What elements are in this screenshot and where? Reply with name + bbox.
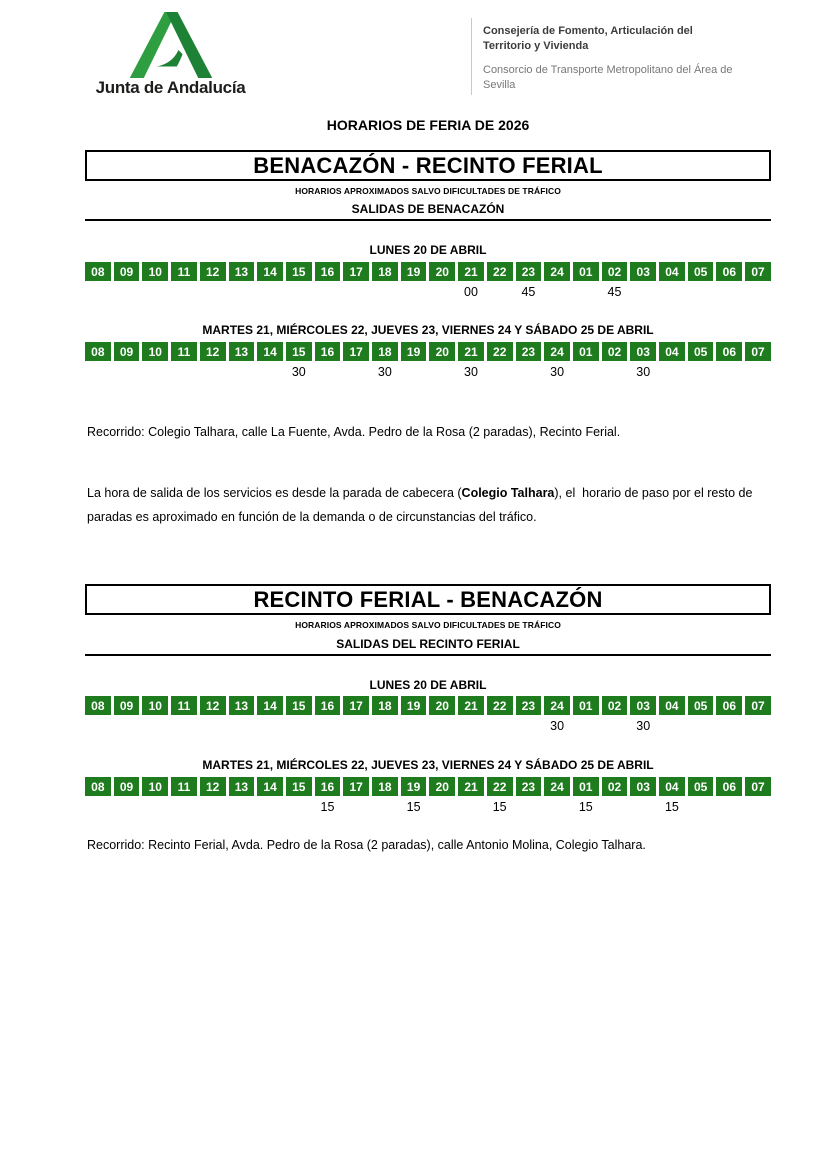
hour-cell: 10 <box>142 777 168 796</box>
hour-cell: 23 <box>516 262 542 281</box>
hour-cell: 16 <box>315 777 341 796</box>
hour-cell: 09 <box>114 777 140 796</box>
hour-cell: 04 <box>659 696 685 715</box>
minute-cell <box>487 364 513 380</box>
minute-cell <box>401 718 427 734</box>
hour-cell: 07 <box>745 342 771 361</box>
section-heading-benacazon-recinto: BENACAZÓN - RECINTO FERIAL <box>85 150 771 181</box>
hour-cell: 18 <box>372 696 398 715</box>
consorcio-name: Consorcio de Transporte Metropolitano del Área de Sevilla <box>483 64 733 91</box>
minute-cell <box>716 364 742 380</box>
minute-cell: 45 <box>607 285 622 299</box>
junta-de-andalucia-logo-icon <box>126 12 216 78</box>
minute-cell <box>745 284 771 300</box>
hour-cell: 18 <box>372 262 398 281</box>
hour-cell: 16 <box>315 342 341 361</box>
minute-cell: 15 <box>664 800 679 814</box>
minute-cell <box>573 284 599 300</box>
hour-cell: 13 <box>229 262 255 281</box>
hour-cell: 15 <box>286 262 312 281</box>
route-description: Recorrido: Recinto Ferial, Avda. Pedro de la Rosa (2 paradas), calle Antonio Molina, Colegio Talhara. <box>87 838 646 852</box>
minute-cell <box>200 284 226 300</box>
minute-cell <box>688 284 714 300</box>
day-label-martes-sabado: MARTES 21, MIÉRCOLES 22, JUEVES 23, VIERNES 24 Y SÁBADO 25 DE ABRIL <box>202 758 654 772</box>
hour-cell: 16 <box>315 696 341 715</box>
minute-cell <box>401 284 427 300</box>
minutes-row <box>85 364 771 380</box>
hour-cell: 21 <box>458 777 484 796</box>
note-text-post: ), el horario de paso por el resto de paradas es aproximado en función de la demanda o de circunstancias del tráfico. <box>87 486 756 524</box>
minute-cell <box>429 364 455 380</box>
minute-cell: 30 <box>377 365 392 379</box>
minute-cell <box>544 284 570 300</box>
hour-cell: 20 <box>429 262 455 281</box>
hour-cell: 01 <box>573 342 599 361</box>
hour-cell: 04 <box>659 342 685 361</box>
note-text-bold-stop: Colegio Talhara <box>461 486 555 500</box>
hour-cell: 20 <box>429 696 455 715</box>
minute-cell <box>573 364 599 380</box>
organization-block <box>483 24 741 93</box>
minute-cell <box>659 718 685 734</box>
minute-cell: 30 <box>464 365 478 379</box>
hour-cell: 01 <box>573 262 599 281</box>
minute-cell <box>630 284 656 300</box>
minute-cell <box>257 364 283 380</box>
hour-cell: 13 <box>229 342 255 361</box>
minute-cell <box>602 364 628 380</box>
hour-cell: 05 <box>688 342 714 361</box>
hour-cell: 03 <box>630 696 656 715</box>
minutes-row <box>85 799 771 815</box>
hour-cell: 06 <box>716 342 742 361</box>
hour-cell: 07 <box>745 696 771 715</box>
hour-cell: 05 <box>688 777 714 796</box>
hour-cell: 08 <box>85 342 111 361</box>
minute-cell <box>286 284 312 300</box>
hour-cell: 12 <box>200 777 226 796</box>
hour-cell: 15 <box>286 696 312 715</box>
hour-cell: 11 <box>171 342 197 361</box>
minute-cell <box>630 799 656 815</box>
minute-cell <box>516 799 542 815</box>
hour-cell: 09 <box>114 262 140 281</box>
hour-cell: 14 <box>257 262 283 281</box>
hour-cell: 03 <box>630 777 656 796</box>
hour-cell: 01 <box>573 696 599 715</box>
minute-cell <box>544 799 570 815</box>
minute-cell <box>114 364 140 380</box>
minute-cell: 15 <box>492 800 507 814</box>
hour-cell: 15 <box>286 777 312 796</box>
traffic-disclaimer: HORARIOS APROXIMADOS SALVO DIFICULTADES DE TRÁFICO <box>295 186 561 196</box>
hour-cell: 17 <box>343 696 369 715</box>
minute-cell <box>343 799 369 815</box>
hour-cell: 08 <box>85 777 111 796</box>
hour-cell: 24 <box>544 342 570 361</box>
minute-cell <box>85 284 111 300</box>
minute-cell <box>487 718 513 734</box>
minute-cell: 15 <box>320 800 335 814</box>
hour-cell: 06 <box>716 777 742 796</box>
hour-cell: 07 <box>745 777 771 796</box>
departures-title: SALIDAS DEL RECINTO FERIAL <box>336 637 520 651</box>
hour-cell: 21 <box>458 262 484 281</box>
hour-cell: 12 <box>200 696 226 715</box>
minute-cell <box>85 718 111 734</box>
hour-cell: 22 <box>487 696 513 715</box>
horizontal-rule <box>85 219 771 221</box>
minute-cell <box>315 718 341 734</box>
day-label-lunes: LUNES 20 DE ABRIL <box>369 678 487 692</box>
minute-cell <box>286 799 312 815</box>
minute-cell <box>114 799 140 815</box>
hour-cell: 12 <box>200 342 226 361</box>
minute-cell <box>85 364 111 380</box>
hour-cell: 22 <box>487 262 513 281</box>
minute-cell <box>200 718 226 734</box>
hour-cell: 14 <box>257 696 283 715</box>
hour-cell: 08 <box>85 696 111 715</box>
hour-cell: 17 <box>343 262 369 281</box>
minute-cell <box>372 799 398 815</box>
day-label-lunes: LUNES 20 DE ABRIL <box>369 243 487 257</box>
minute-cell <box>516 364 542 380</box>
minute-cell <box>602 799 628 815</box>
minute-cell <box>142 284 168 300</box>
hour-cell: 03 <box>630 262 656 281</box>
hour-cell: 09 <box>114 342 140 361</box>
minute-cell <box>200 364 226 380</box>
minute-cell: 30 <box>636 365 651 379</box>
minute-cell: 15 <box>578 800 593 814</box>
minute-cell <box>171 718 197 734</box>
minute-cell <box>229 284 255 300</box>
minute-cell <box>343 284 369 300</box>
minute-cell <box>716 718 742 734</box>
minute-cell <box>745 799 771 815</box>
minute-cell <box>343 364 369 380</box>
minute-cell <box>114 718 140 734</box>
minute-cell: 45 <box>521 285 536 299</box>
hour-cell: 11 <box>171 262 197 281</box>
hour-cell: 13 <box>229 696 255 715</box>
hour-cell: 02 <box>602 777 628 796</box>
section-heading-recinto-benacazon: RECINTO FERIAL - BENACAZÓN <box>85 584 771 615</box>
hour-cell: 23 <box>516 777 542 796</box>
hours-header-row <box>85 262 771 281</box>
minutes-row <box>85 284 771 300</box>
minute-cell <box>429 718 455 734</box>
minute-cell <box>429 284 455 300</box>
hour-cell: 02 <box>602 262 628 281</box>
minute-cell <box>257 718 283 734</box>
hour-cell: 19 <box>401 262 427 281</box>
hour-cell: 23 <box>516 342 542 361</box>
hour-cell: 03 <box>630 342 656 361</box>
hour-cell: 10 <box>142 342 168 361</box>
minute-cell <box>372 284 398 300</box>
junta-logo-wordmark: Junta de Andalucía <box>95 78 246 97</box>
hour-cell: 19 <box>401 777 427 796</box>
note-text-pre: La hora de salida de los servicios es desde la parada de cabecera ( <box>87 486 462 500</box>
hour-cell: 22 <box>487 777 513 796</box>
minute-cell <box>688 364 714 380</box>
minute-cell <box>142 799 168 815</box>
horizontal-rule <box>85 654 771 656</box>
hour-cell: 20 <box>429 342 455 361</box>
hour-cell: 17 <box>343 342 369 361</box>
minute-cell <box>602 718 628 734</box>
minute-cell <box>229 718 255 734</box>
minute-cell <box>171 799 197 815</box>
minute-cell: 30 <box>550 365 565 379</box>
minute-cell: 30 <box>291 365 306 379</box>
hour-cell: 12 <box>200 262 226 281</box>
minute-cell <box>688 799 714 815</box>
minute-cell <box>229 364 255 380</box>
hour-cell: 24 <box>544 696 570 715</box>
hour-cell: 14 <box>257 342 283 361</box>
minute-cell <box>516 718 542 734</box>
minutes-row <box>85 718 771 734</box>
hour-cell: 11 <box>171 777 197 796</box>
minute-cell: 00 <box>464 285 478 299</box>
hour-cell: 24 <box>544 777 570 796</box>
minute-cell: 15 <box>406 800 421 814</box>
minute-cell <box>372 718 398 734</box>
hour-cell: 14 <box>257 777 283 796</box>
minute-cell <box>659 284 685 300</box>
minute-cell <box>659 364 685 380</box>
hour-cell: 11 <box>171 696 197 715</box>
minute-cell <box>343 718 369 734</box>
minute-cell <box>487 284 513 300</box>
hour-cell: 16 <box>315 262 341 281</box>
document-title: HORARIOS DE FERIA DE 2026 <box>326 117 530 133</box>
hour-cell: 04 <box>659 262 685 281</box>
minute-cell <box>458 799 484 815</box>
minute-cell: 30 <box>550 719 565 733</box>
hour-cell: 06 <box>716 262 742 281</box>
hour-cell: 08 <box>85 262 111 281</box>
departure-note <box>87 482 755 529</box>
hour-cell: 19 <box>401 696 427 715</box>
minute-cell <box>716 284 742 300</box>
minute-cell <box>401 364 427 380</box>
minute-cell <box>229 799 255 815</box>
minute-cell <box>142 718 168 734</box>
minute-cell <box>257 284 283 300</box>
minute-cell <box>171 284 197 300</box>
hour-cell: 24 <box>544 262 570 281</box>
hour-cell: 02 <box>602 342 628 361</box>
hour-cell: 06 <box>716 696 742 715</box>
hour-cell: 18 <box>372 342 398 361</box>
hour-cell: 02 <box>602 696 628 715</box>
minute-cell <box>114 284 140 300</box>
minute-cell: 30 <box>636 719 651 733</box>
minute-cell <box>745 364 771 380</box>
minute-cell <box>286 718 312 734</box>
header-divider <box>471 18 472 95</box>
hour-cell: 10 <box>142 262 168 281</box>
minute-cell <box>716 799 742 815</box>
minute-cell <box>688 718 714 734</box>
hour-cell: 15 <box>286 342 312 361</box>
hours-header-row <box>85 696 771 715</box>
minute-cell <box>142 364 168 380</box>
consejeria-name: Consejería de Fomento, Articulación del Territorio y Vivienda <box>483 25 693 52</box>
hour-cell: 22 <box>487 342 513 361</box>
hour-cell: 13 <box>229 777 255 796</box>
hour-cell: 07 <box>745 262 771 281</box>
hour-cell: 05 <box>688 696 714 715</box>
day-label-martes-sabado: MARTES 21, MIÉRCOLES 22, JUEVES 23, VIERNES 24 Y SÁBADO 25 DE ABRIL <box>202 323 654 337</box>
traffic-disclaimer: HORARIOS APROXIMADOS SALVO DIFICULTADES DE TRÁFICO <box>295 620 561 630</box>
minute-cell <box>429 799 455 815</box>
minute-cell <box>745 718 771 734</box>
hour-cell: 21 <box>458 342 484 361</box>
hour-cell: 20 <box>429 777 455 796</box>
minute-cell <box>200 799 226 815</box>
hour-cell: 09 <box>114 696 140 715</box>
minute-cell <box>257 799 283 815</box>
route-description: Recorrido: Colegio Talhara, calle La Fuente, Avda. Pedro de la Rosa (2 paradas), Recinto Ferial. <box>87 425 621 439</box>
minute-cell <box>315 284 341 300</box>
minute-cell <box>573 718 599 734</box>
hour-cell: 17 <box>343 777 369 796</box>
hour-cell: 10 <box>142 696 168 715</box>
hour-cell: 19 <box>401 342 427 361</box>
minute-cell <box>315 364 341 380</box>
hours-header-row <box>85 777 771 796</box>
hour-cell: 18 <box>372 777 398 796</box>
departures-title: SALIDAS DE BENACAZÓN <box>351 202 505 216</box>
hour-cell: 05 <box>688 262 714 281</box>
hour-cell: 23 <box>516 696 542 715</box>
hour-cell: 01 <box>573 777 599 796</box>
minute-cell <box>85 799 111 815</box>
hours-header-row <box>85 342 771 361</box>
minute-cell <box>171 364 197 380</box>
hour-cell: 04 <box>659 777 685 796</box>
hour-cell: 21 <box>458 696 484 715</box>
minute-cell <box>458 718 484 734</box>
